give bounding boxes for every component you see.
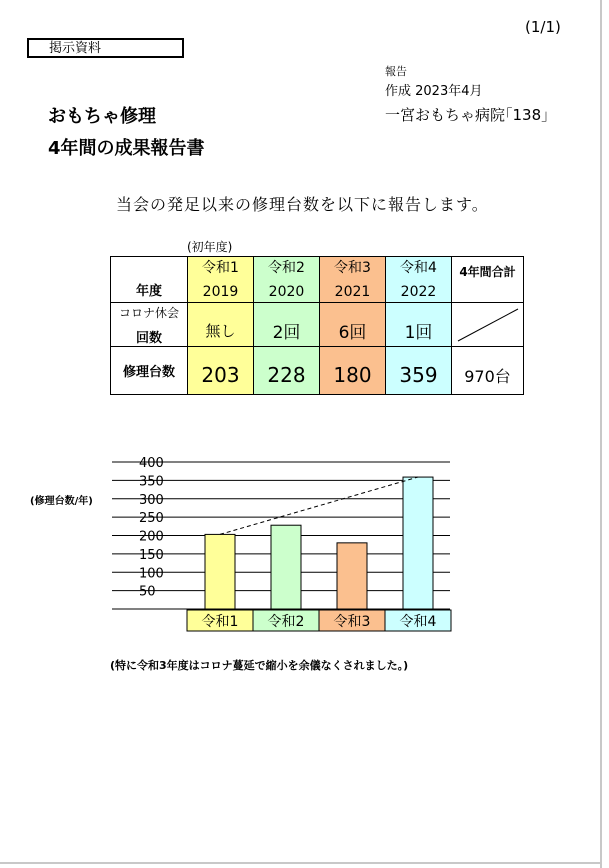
year-value: 2019 — [202, 283, 239, 300]
covid-count-3: 6回 — [320, 303, 386, 347]
y-tick-label: 400 — [139, 456, 164, 471]
trend-line — [220, 477, 418, 534]
year-value: 2022 — [400, 283, 437, 300]
total-header: 4年間合計 — [452, 257, 524, 303]
year-value: 2020 — [268, 283, 305, 300]
bar — [205, 534, 235, 609]
report-label: 報告 — [385, 65, 407, 78]
era-label: 令和4 — [400, 259, 437, 276]
y-tick-label: 350 — [139, 474, 164, 490]
repairs-label: 修理台数 — [111, 347, 188, 395]
repairs-value-2: 228 — [254, 347, 320, 395]
year-label: 年度 — [111, 257, 188, 303]
first-year-note: (初年度) — [187, 240, 233, 254]
bar — [403, 477, 433, 609]
x-tick-label: 令和2 — [267, 614, 305, 630]
x-tick-label: 令和3 — [333, 614, 371, 630]
repairs-value-1: 203 — [188, 347, 254, 395]
repairs-total: 970台 — [452, 347, 524, 395]
era-label: 令和3 — [334, 259, 371, 276]
era-label: 令和1 — [202, 259, 239, 276]
intro-text: 当会の発足以来の修理台数を以下に報告します。 — [116, 195, 489, 214]
footnote: (特に令和3年度はコロナ蔓延で縮小を余儀なくされました。) — [110, 659, 409, 672]
covid-label-line1: コロナ休会 — [118, 305, 179, 320]
y-tick-label: 250 — [139, 511, 164, 527]
chart-y-axis-label: (修理台数/年) — [30, 496, 93, 507]
covid-label-line2: 回数 — [135, 330, 162, 346]
notice-tag: 掲示資料 — [27, 38, 184, 58]
page-number: (1/1) — [525, 18, 561, 36]
hospital-name: 一宮おもちゃ病院｢138｣ — [385, 106, 549, 124]
title-line-2: 4年間の成果報告書 — [48, 138, 205, 159]
y-tick-label: 300 — [139, 492, 164, 508]
era-label: 令和2 — [268, 259, 305, 276]
covid-count-1: 無し — [188, 303, 254, 347]
bar — [271, 525, 301, 609]
x-tick-label: 令和1 — [201, 614, 239, 630]
repairs-value-3: 180 — [320, 347, 386, 395]
covid-count-2: 2回 — [254, 303, 320, 347]
title-line-1: おもちゃ修理 — [48, 106, 156, 127]
x-tick-label: 令和4 — [399, 614, 437, 630]
y-tick-label: 150 — [139, 547, 164, 563]
repairs-value-4: 359 — [386, 347, 452, 395]
y-tick-label: 100 — [139, 566, 164, 582]
bar — [337, 543, 367, 609]
y-tick-label: 50 — [139, 584, 156, 600]
created-date: 作成 2023年4月 — [385, 84, 483, 99]
year-value: 2021 — [334, 283, 371, 300]
covid-count-4: 1回 — [386, 303, 452, 347]
y-tick-label: 200 — [139, 529, 164, 545]
